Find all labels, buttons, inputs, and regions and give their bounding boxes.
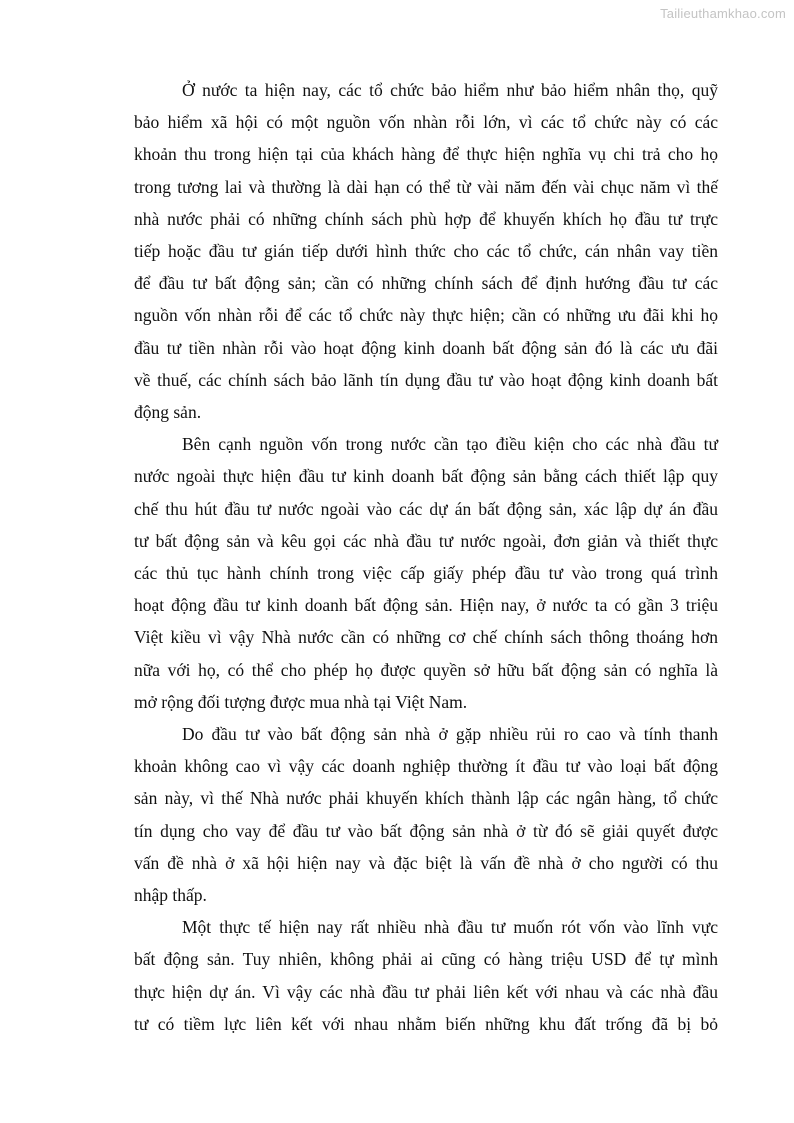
- text-line: Do đầu tư vào bất động sản nhà ở gặp nhiều rủi ro cao và tính thanh: [182, 724, 718, 745]
- paragraph-1: [134, 74, 718, 428]
- text-line: tín dụng cho vay để đầu tư vào bất động sản nhà ở từ đó sẽ giải quyết được: [134, 820, 718, 841]
- text-line: động sản.: [134, 402, 202, 423]
- text-line: chế thu hút đầu tư nước ngoài vào các dự án bất động sản, xác lập dự án đầu: [134, 498, 718, 519]
- text-line: nhập thấp.: [134, 885, 207, 906]
- text-line: Một thực tế hiện nay rất nhiều nhà đầu tư muốn rót vốn vào lĩnh vực: [182, 917, 718, 938]
- text-line: nguồn vốn nhàn rỗi để các tổ chức này thực hiện; cần có những ưu đãi khi họ: [134, 305, 718, 326]
- text-line: tư có tiềm lực liên kết với nhau nhằm biến những khu đất trống đã bị bỏ: [134, 1013, 718, 1034]
- text-line: bất động sản. Tuy nhiên, không phải ai cũng có hàng triệu USD để tự mình: [134, 949, 718, 970]
- text-line: khoản thu trong hiện tại của khách hàng để thực hiện nghĩa vụ chi trả cho họ: [134, 144, 718, 165]
- text-line: bảo hiểm xã hội có một nguồn vốn nhàn rỗi lớn, vì các tổ chức này có các: [134, 112, 718, 133]
- text-line: khoản không cao vì vậy các doanh nghiệp thường ít đầu tư vào loại bất động: [134, 756, 718, 777]
- document-body: [134, 74, 718, 1040]
- paragraph-2: [134, 428, 718, 718]
- text-line: sản này, vì thế Nhà nước phải khuyến khích thành lập các ngân hàng, tổ chức: [134, 788, 718, 809]
- text-line: để đầu tư bất động sản; cần có những chính sách để định hướng đầu tư các: [134, 273, 718, 294]
- text-line: nhà nước phải có những chính sách phù hợp để khuyến khích họ đầu tư trực: [134, 208, 718, 229]
- text-line: các thủ tục hành chính trong việc cấp giấy phép đầu tư vào trong quá trình: [134, 563, 718, 584]
- watermark: Tailieuthamkhao.com: [660, 6, 786, 21]
- text-line: Việt kiều vì vậy Nhà nước cần có những cơ chế chính sách thông thoáng hơn: [134, 627, 718, 648]
- text-line: vấn đề nhà ở xã hội hiện nay và đặc biệt là vấn đề nhà ở cho người có thu: [134, 852, 718, 873]
- text-line: trong tương lai và thường là dài hạn có thể từ vài năm đến vài chục năm vì thế: [134, 176, 718, 197]
- text-line: Ở nước ta hiện nay, các tổ chức bảo hiểm như bảo hiểm nhân thọ, quỹ: [182, 80, 718, 100]
- text-line: đầu tư tiền nhàn rỗi vào hoạt động kinh doanh bất động sản đó là các ưu đãi: [134, 337, 718, 358]
- text-line: về thuế, các chính sách bảo lãnh tín dụng đầu tư vào hoạt động kinh doanh bất: [134, 369, 718, 390]
- text-line: tiếp hoặc đầu tư gián tiếp dưới hình thức cho các tổ chức, cán nhân vay tiền: [134, 241, 718, 262]
- paragraph-4: [134, 911, 718, 1040]
- text-line: mở rộng đối tượng được mua nhà tại Việt Nam.: [134, 691, 468, 712]
- text-line: tư bất động sản và kêu gọi các nhà đầu tư nước ngoài, đơn giản và thiết thực: [134, 530, 718, 551]
- paragraph-3: [134, 718, 718, 911]
- text-line: nước ngoài thực hiện đầu tư kinh doanh bất động sản bằng cách thiết lập quy: [134, 466, 718, 487]
- text-line: Bên cạnh nguồn vốn trong nước cần tạo điều kiện cho các nhà đầu tư: [182, 434, 718, 455]
- text-line: nữa với họ, có thể cho phép họ được quyền sở hữu bất động sản có nghĩa là: [134, 659, 718, 680]
- text-line: thực hiện dự án. Vì vậy các nhà đầu tư phải liên kết với nhau và các nhà đầu: [134, 981, 718, 1002]
- text-line: hoạt động đầu tư kinh doanh bất động sản. Hiện nay, ở nước ta có gần 3 triệu: [134, 595, 718, 616]
